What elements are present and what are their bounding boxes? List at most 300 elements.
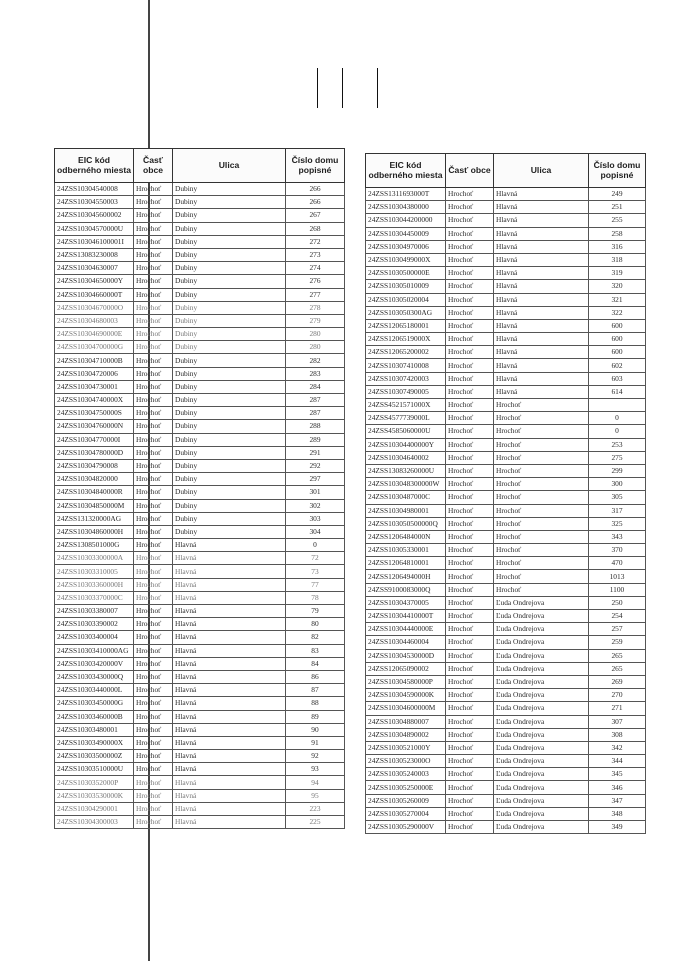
part-cell: Hrochoť (446, 438, 494, 451)
table-row (55, 354, 345, 367)
street-cell: Hlavná (494, 214, 589, 227)
table-row (55, 750, 345, 763)
street-cell: Hrochoť (494, 557, 589, 570)
part-cell: Hrochoť (446, 821, 494, 834)
street-cell: Dubiny (173, 473, 286, 486)
eic-cell: 24ZSS10304790008 (55, 459, 134, 472)
table-row (55, 763, 345, 776)
table-row (55, 723, 345, 736)
eic-cell: 24ZSS131320000AG (55, 512, 134, 525)
part-cell: Hrochoť (446, 741, 494, 754)
number-cell: 92 (286, 750, 345, 763)
part-cell: Hrochoť (134, 248, 173, 261)
eic-cell: 24ZSS10304570000U (55, 222, 134, 235)
eic-cell: 24ZSS10304590000K (366, 689, 446, 702)
number-cell: 274 (286, 262, 345, 275)
eic-cell: 24ZSS10304540008 (55, 183, 134, 196)
number-cell: 259 (589, 636, 646, 649)
eic-cell: 24ZSS10303410000AG (55, 644, 134, 657)
table-row (366, 702, 646, 715)
part-cell: Hrochoť (446, 293, 494, 306)
number-cell: 275 (589, 451, 646, 464)
number-cell: 301 (286, 486, 345, 499)
part-cell: Hrochoť (446, 227, 494, 240)
number-cell: 255 (589, 214, 646, 227)
header-part: Časť obce (446, 154, 494, 188)
eic-cell: 24ZSS103050300AG (366, 306, 446, 319)
part-cell: Hrochoť (134, 816, 173, 829)
table-row (55, 736, 345, 749)
part-cell: Hrochoť (446, 636, 494, 649)
part-cell: Hrochoť (446, 662, 494, 675)
street-cell: Hlavná (173, 565, 286, 578)
street-cell: Hlavná (173, 697, 286, 710)
number-cell: 225 (286, 816, 345, 829)
part-cell: Hrochoť (134, 473, 173, 486)
part-cell: Hrochoť (134, 420, 173, 433)
street-cell: Dubiny (173, 486, 286, 499)
part-cell: Hrochoť (446, 280, 494, 293)
street-cell: Hrochoť (494, 412, 589, 425)
part-cell: Hrochoť (134, 235, 173, 248)
eic-cell: 24ZSS10304840000R (55, 486, 134, 499)
part-cell: Hrochoť (134, 618, 173, 631)
street-cell: Ľuda Ondrejova (494, 610, 589, 623)
street-cell: Hrochoť (494, 451, 589, 464)
part-cell: Hrochoť (134, 525, 173, 538)
number-cell: 342 (589, 741, 646, 754)
eic-cell: 24ZSS10304460004 (366, 636, 446, 649)
table-row (366, 372, 646, 385)
part-cell: Hrochoť (134, 697, 173, 710)
eic-cell: 24ZSS1030352000P (55, 776, 134, 789)
part-cell: Hrochoť (134, 644, 173, 657)
street-cell: Dubiny (173, 341, 286, 354)
street-cell: Hrochoť (494, 517, 589, 530)
street-cell: Hlavná (173, 710, 286, 723)
eic-cell: 24ZSS10303300000A (55, 552, 134, 565)
eic-cell: 24ZSS10304380000 (366, 201, 446, 214)
part-cell: Hrochoť (446, 544, 494, 557)
part-cell: Hrochoť (446, 807, 494, 820)
street-cell: Hlavná (494, 372, 589, 385)
table-row (366, 464, 646, 477)
number-cell: 249 (589, 188, 646, 201)
eic-cell: 24ZSS1206494000H (366, 570, 446, 583)
part-cell: Hrochoť (446, 188, 494, 201)
header-number: Číslo domu popisné (286, 149, 345, 183)
table-row (55, 578, 345, 591)
street-cell: Ľuda Ondrejova (494, 755, 589, 768)
eic-cell: 24ZSS1311693000T (366, 188, 446, 201)
header-street: Ulica (494, 154, 589, 188)
part-cell: Hrochoť (134, 670, 173, 683)
eic-cell: 24ZSS10305010009 (366, 280, 446, 293)
table-row (366, 728, 646, 741)
street-cell: Hlavná (173, 539, 286, 552)
number-cell: 265 (589, 662, 646, 675)
number-cell: 265 (589, 649, 646, 662)
street-cell: Ľuda Ondrejova (494, 821, 589, 834)
table-row (55, 301, 345, 314)
street-cell: Hlavná (173, 618, 286, 631)
part-cell: Hrochoť (446, 319, 494, 332)
street-cell: Ľuda Ondrejova (494, 623, 589, 636)
number-cell: 271 (589, 702, 646, 715)
number-cell: 276 (286, 275, 345, 288)
part-cell: Hrochoť (134, 354, 173, 367)
number-cell: 73 (286, 565, 345, 578)
part-cell: Hrochoť (134, 275, 173, 288)
table-row (55, 697, 345, 710)
table-row (55, 539, 345, 552)
number-cell: 282 (286, 354, 345, 367)
table-row (55, 591, 345, 604)
street-cell: Ľuda Ondrejova (494, 649, 589, 662)
eic-cell: 24ZSS10304410000T (366, 610, 446, 623)
number-cell: 322 (589, 306, 646, 319)
number-cell: 345 (589, 768, 646, 781)
eic-cell: 24ZSS10303360000H (55, 578, 134, 591)
number-cell: 266 (286, 196, 345, 209)
table-header-row (366, 154, 646, 188)
number-cell: 305 (589, 491, 646, 504)
table-row (366, 504, 646, 517)
street-cell: Dubiny (173, 196, 286, 209)
eic-cell: 24ZSS10303440000L (55, 684, 134, 697)
eic-cell: 24ZSS10303450000G (55, 697, 134, 710)
number-cell: 602 (589, 359, 646, 372)
table-row (366, 517, 646, 530)
number-cell: 266 (286, 183, 345, 196)
number-cell: 600 (589, 319, 646, 332)
table-row (55, 209, 345, 222)
number-cell: 343 (589, 530, 646, 543)
part-cell: Hrochoť (446, 385, 494, 398)
part-cell: Hrochoť (134, 433, 173, 446)
eic-cell: 24ZSS12064810001 (366, 557, 446, 570)
eic-cell: 24ZSS10307490005 (366, 385, 446, 398)
street-cell: Hlavná (494, 201, 589, 214)
eic-cell: 24ZSS9100083000Q (366, 583, 446, 596)
part-cell: Hrochoť (446, 768, 494, 781)
number-cell: 304 (286, 525, 345, 538)
part-cell: Hrochoť (446, 755, 494, 768)
number-cell: 91 (286, 736, 345, 749)
eic-cell: 24ZSS10304750000S (55, 407, 134, 420)
number-cell: 84 (286, 657, 345, 670)
table-row (55, 314, 345, 327)
number-cell: 288 (286, 420, 345, 433)
street-cell: Dubiny (173, 394, 286, 407)
table-header-row (55, 149, 345, 183)
street-cell: Hrochoť (494, 478, 589, 491)
table-row (55, 222, 345, 235)
number-cell: 297 (286, 473, 345, 486)
table-row (55, 420, 345, 433)
eic-cell: 24ZSS10304400000Y (366, 438, 446, 451)
eic-cell: 24ZSS10304530000D (366, 649, 446, 662)
eic-cell: 24ZSS10303310005 (55, 565, 134, 578)
number-cell: 0 (589, 425, 646, 438)
table-row (366, 385, 646, 398)
table-row (55, 499, 345, 512)
eic-cell: 24ZSS1030500000E (366, 267, 446, 280)
table-row (366, 359, 646, 372)
number-cell: 325 (589, 517, 646, 530)
table-row (366, 399, 646, 412)
table-row (366, 346, 646, 359)
street-cell: Dubiny (173, 512, 286, 525)
table-row (366, 412, 646, 425)
right-register-table (365, 153, 646, 834)
table-row (55, 486, 345, 499)
street-cell: Dubiny (173, 314, 286, 327)
number-cell: 320 (589, 280, 646, 293)
eic-cell: 24ZSS4521571000X (366, 399, 446, 412)
eic-cell: 24ZSS10304650000Y (55, 275, 134, 288)
part-cell: Hrochoť (134, 301, 173, 314)
part-cell: Hrochoť (134, 684, 173, 697)
eic-cell: 24ZSS10305270004 (366, 807, 446, 820)
street-cell: Ľuda Ondrejova (494, 781, 589, 794)
street-cell: Hlavná (494, 346, 589, 359)
street-cell: Dubiny (173, 262, 286, 275)
eic-cell: 24ZSS10303530000K (55, 789, 134, 802)
street-cell: Hlavná (173, 552, 286, 565)
table-row (366, 596, 646, 609)
number-cell: 0 (589, 412, 646, 425)
street-cell: Hrochoť (494, 504, 589, 517)
table-row (55, 407, 345, 420)
part-cell: Hrochoť (446, 464, 494, 477)
number-cell: 600 (589, 333, 646, 346)
table-row (55, 710, 345, 723)
part-cell: Hrochoť (134, 486, 173, 499)
table-row (55, 275, 345, 288)
street-cell: Ľuda Ondrejova (494, 636, 589, 649)
part-cell: Hrochoť (446, 570, 494, 583)
header-street: Ulica (173, 149, 286, 183)
number-cell: 600 (589, 346, 646, 359)
street-cell: Ľuda Ondrejova (494, 728, 589, 741)
eic-cell: 24ZSS10304760000N (55, 420, 134, 433)
street-cell: Hrochoť (494, 530, 589, 543)
table-row (366, 807, 646, 820)
part-cell: Hrochoť (134, 605, 173, 618)
street-cell: Dubiny (173, 499, 286, 512)
street-cell: Hrochoť (494, 438, 589, 451)
street-cell: Hrochoť (494, 583, 589, 596)
number-cell: 72 (286, 552, 345, 565)
table-row (366, 425, 646, 438)
table-row (55, 380, 345, 393)
part-cell: Hrochoť (134, 328, 173, 341)
table-row (55, 394, 345, 407)
street-cell: Hlavná (173, 644, 286, 657)
part-cell: Hrochoť (134, 380, 173, 393)
eic-cell: 24ZSS10304880007 (366, 715, 446, 728)
street-cell: Dubiny (173, 525, 286, 538)
street-cell: Hlavná (494, 240, 589, 253)
street-cell: Dubiny (173, 380, 286, 393)
eic-cell: 24ZSS10303380007 (55, 605, 134, 618)
street-cell: Hlavná (173, 750, 286, 763)
number-cell: 77 (286, 578, 345, 591)
eic-cell: 24ZSS10304820000 (55, 473, 134, 486)
eic-cell: 24ZSS10304980001 (366, 504, 446, 517)
eic-cell: 24ZSS10303390002 (55, 618, 134, 631)
part-cell: Hrochoť (446, 201, 494, 214)
table-row (366, 649, 646, 662)
part-cell: Hrochoť (446, 451, 494, 464)
part-cell: Hrochoť (134, 394, 173, 407)
street-cell: Hrochoť (494, 570, 589, 583)
table-row (366, 741, 646, 754)
eic-cell: 24ZSS10305240003 (366, 768, 446, 781)
number-cell: 349 (589, 821, 646, 834)
eic-cell: 24ZSS1030499000X (366, 253, 446, 266)
street-cell: Ľuda Ondrejova (494, 715, 589, 728)
part-cell: Hrochoť (446, 596, 494, 609)
table-row (366, 570, 646, 583)
number-cell: 303 (286, 512, 345, 525)
table-row (366, 715, 646, 728)
part-cell: Hrochoť (134, 578, 173, 591)
street-cell: Hrochoť (494, 399, 589, 412)
eic-cell: 24ZSS10304850000M (55, 499, 134, 512)
table-row (366, 675, 646, 688)
table-row (366, 280, 646, 293)
number-cell: 308 (589, 728, 646, 741)
number-cell: 90 (286, 723, 345, 736)
street-cell: Hlavná (173, 684, 286, 697)
eic-cell: 24ZSS10307410008 (366, 359, 446, 372)
street-cell: Hlavná (173, 631, 286, 644)
part-cell: Hrochoť (446, 530, 494, 543)
part-cell: Hrochoť (134, 499, 173, 512)
table-row (55, 802, 345, 815)
number-cell: 302 (286, 499, 345, 512)
number-cell: 284 (286, 380, 345, 393)
number-cell: 272 (286, 235, 345, 248)
eic-cell: 24ZSS1030521000Y (366, 741, 446, 754)
part-cell: Hrochoť (134, 341, 173, 354)
table-row (366, 583, 646, 596)
street-cell: Hlavná (173, 776, 286, 789)
eic-cell: 24ZSS4577739000L (366, 412, 446, 425)
number-cell: 82 (286, 631, 345, 644)
street-cell: Dubiny (173, 275, 286, 288)
number-cell: 270 (589, 689, 646, 702)
table-row (366, 781, 646, 794)
part-cell: Hrochoť (446, 478, 494, 491)
street-cell: Hlavná (494, 319, 589, 332)
table-row (55, 816, 345, 829)
street-cell: Hlavná (173, 802, 286, 815)
street-cell: Hlavná (173, 723, 286, 736)
eic-cell: 24ZSS10304640002 (366, 451, 446, 464)
part-cell: Hrochoť (446, 372, 494, 385)
number-cell: 93 (286, 763, 345, 776)
part-cell: Hrochoť (134, 459, 173, 472)
table-row (366, 478, 646, 491)
number-cell: 292 (286, 459, 345, 472)
street-cell: Dubiny (173, 209, 286, 222)
street-cell: Ľuda Ondrejova (494, 807, 589, 820)
part-cell: Hrochoť (134, 763, 173, 776)
number-cell: 251 (589, 201, 646, 214)
table-row (55, 235, 345, 248)
number-cell: 300 (589, 478, 646, 491)
table-row (366, 267, 646, 280)
left-register-table (54, 148, 345, 829)
vertical-mark (317, 68, 318, 108)
street-cell: Dubiny (173, 407, 286, 420)
table-row (366, 557, 646, 570)
number-cell: 89 (286, 710, 345, 723)
part-cell: Hrochoť (446, 715, 494, 728)
eic-cell: 24ZSS10307420003 (366, 372, 446, 385)
part-cell: Hrochoť (134, 262, 173, 275)
part-cell: Hrochoť (134, 288, 173, 301)
table-row (366, 451, 646, 464)
eic-cell: 24ZSS10304680003 (55, 314, 134, 327)
table-row (366, 438, 646, 451)
table-row (366, 201, 646, 214)
eic-cell: 24ZSS10305330001 (366, 544, 446, 557)
table-row (366, 319, 646, 332)
part-cell: Hrochoť (446, 425, 494, 438)
number-cell: 321 (589, 293, 646, 306)
street-cell: Dubiny (173, 248, 286, 261)
part-cell: Hrochoť (134, 209, 173, 222)
part-cell: Hrochoť (134, 314, 173, 327)
number-cell: 279 (286, 314, 345, 327)
eic-cell: 24ZSS10303400004 (55, 631, 134, 644)
table-row (55, 525, 345, 538)
table-row (55, 196, 345, 209)
eic-cell: 24ZSS10303460000B (55, 710, 134, 723)
table-row (366, 794, 646, 807)
number-cell: 0 (286, 539, 345, 552)
table-row (55, 670, 345, 683)
table-row (55, 789, 345, 802)
eic-cell: 24ZSS10304370005 (366, 596, 446, 609)
vertical-mark (377, 68, 378, 108)
number-cell: 299 (589, 464, 646, 477)
table-row (55, 459, 345, 472)
street-cell: Hlavná (494, 227, 589, 240)
street-cell: Dubiny (173, 288, 286, 301)
part-cell: Hrochoť (446, 702, 494, 715)
table-row (366, 333, 646, 346)
number-cell: 348 (589, 807, 646, 820)
street-cell: Hlavná (494, 293, 589, 306)
eic-cell: 24ZSS10304660000T (55, 288, 134, 301)
table-row (55, 367, 345, 380)
table-row (55, 776, 345, 789)
eic-cell: 24ZSS10304600000M (366, 702, 446, 715)
part-cell: Hrochoť (134, 196, 173, 209)
header-number: Číslo domu popisné (589, 154, 646, 188)
number-cell: 344 (589, 755, 646, 768)
number-cell: 307 (589, 715, 646, 728)
table-row (55, 328, 345, 341)
eic-cell: 24ZSS103050500000Q (366, 517, 446, 530)
eic-cell: 24ZSS10304720006 (55, 367, 134, 380)
part-cell: Hrochoť (446, 240, 494, 253)
